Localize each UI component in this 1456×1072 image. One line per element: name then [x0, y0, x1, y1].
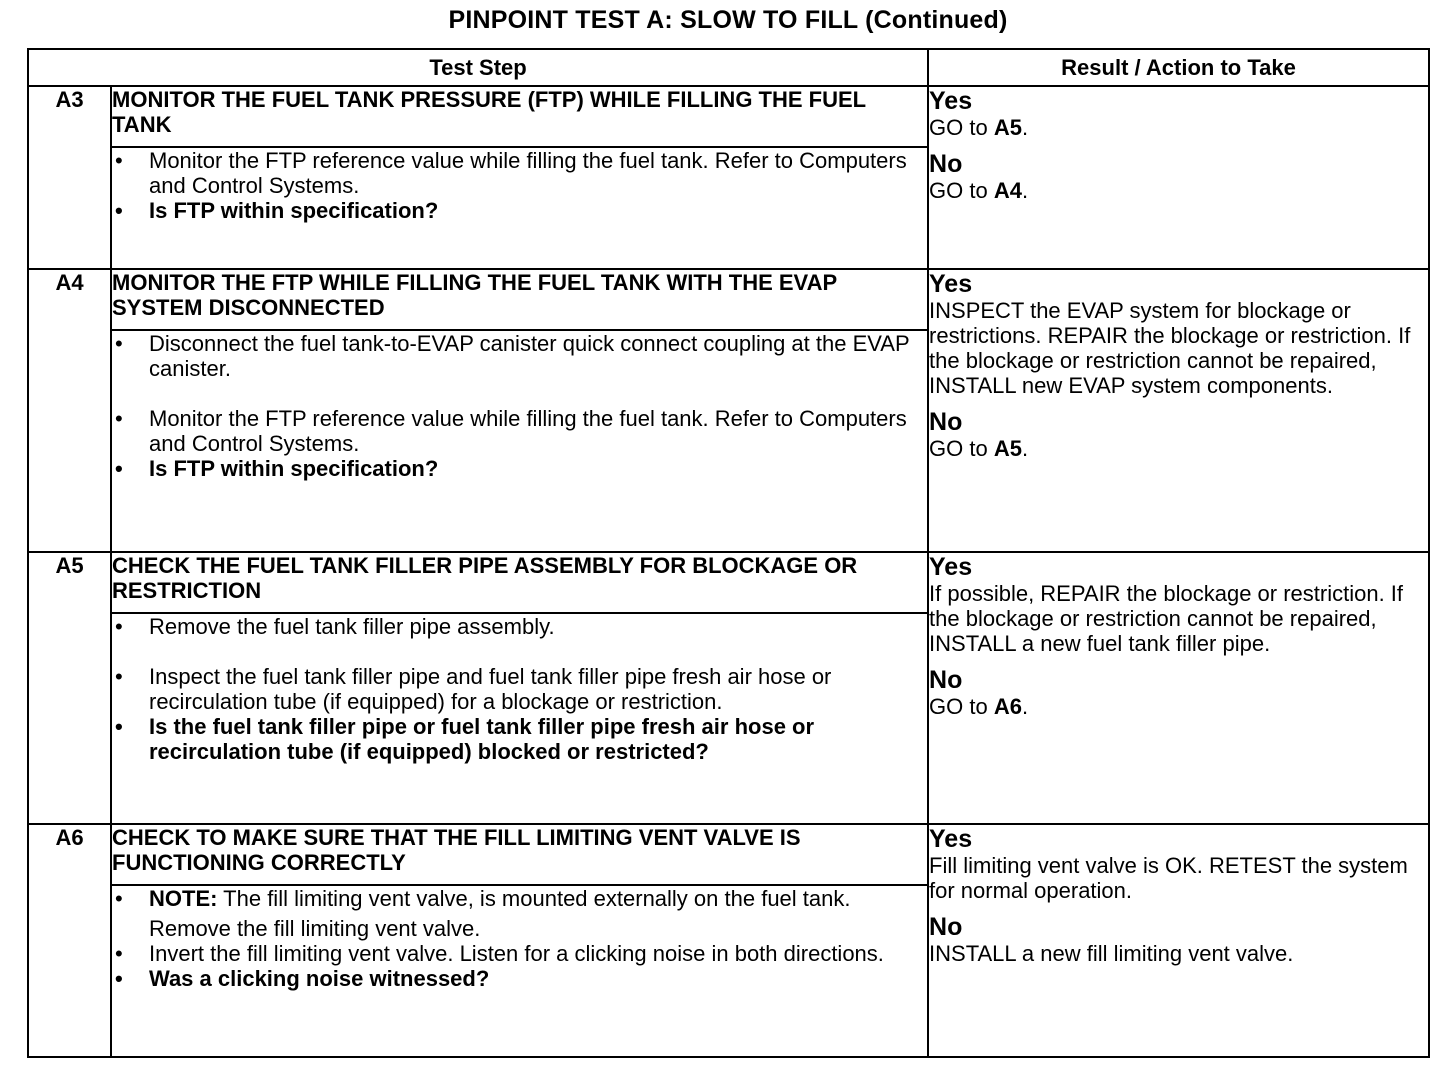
yes-label-a5: Yes: [929, 553, 973, 581]
pinpoint-test-table: [27, 48, 1430, 1058]
step-body-a6: [111, 885, 928, 1057]
step-question-a6: • Was a clicking noise witnessed?: [112, 966, 927, 991]
no-action-a6: INSTALL a new fill limiting vent valve.: [929, 941, 1294, 966]
no-label-a4: No: [929, 408, 963, 436]
header-test-step: Test Step: [28, 49, 928, 86]
note-follow-text: Remove the fill limiting vent valve.: [149, 916, 481, 941]
yes-action-a4: INSPECT the EVAP system for blockage or restrictions. REPAIR the blockage or restriction. If the blockage or restriction cannot be repaired, INSTALL new EVAP system components.: [929, 298, 1411, 398]
no-goto-text: GO to: [929, 178, 988, 203]
no-goto-text: GO to: [929, 694, 988, 719]
no-goto-ref: A5: [993, 436, 1022, 461]
no-goto-text: GO to: [929, 436, 988, 461]
step-item: • Invert the fill limiting vent valve. Listen for a clicking noise in both directions.: [112, 941, 927, 966]
no-action-a3: [929, 178, 1428, 203]
step-title-a6: CHECK TO MAKE SURE THAT THE FILL LIMITING VENT VALVE IS FUNCTIONING CORRECTLY: [111, 824, 928, 885]
step-item: • Monitor the FTP reference value while filling the fuel tank. Refer to Computers and Control Systems.: [112, 148, 927, 198]
header-result-action: Result / Action to Take: [928, 49, 1429, 86]
step-id-a4: A4: [28, 269, 111, 552]
no-action-a4: [929, 436, 1428, 461]
yes-label-a4: Yes: [929, 270, 973, 298]
yes-action-a6: Fill limiting vent valve is OK. RETEST the system for normal operation.: [929, 853, 1408, 903]
no-goto-end: .: [1021, 178, 1029, 203]
step-title-a4: MONITOR THE FTP WHILE FILLING THE FUEL TANK WITH THE EVAP SYSTEM DISCONNECTED: [111, 269, 928, 330]
no-label-a6: No: [929, 913, 963, 941]
step-id-a6: A6: [28, 824, 111, 1057]
yes-action-a3: [929, 115, 1428, 140]
page-title: PINPOINT TEST A: SLOW TO FILL (Continued): [448, 6, 1008, 34]
step-body-a4: [111, 330, 928, 552]
yes-label-a6: Yes: [929, 825, 973, 853]
no-action-a5: [929, 694, 1428, 719]
yes-label-a3: Yes: [929, 87, 973, 115]
step-body-a3: [111, 147, 928, 269]
no-goto-ref: A6: [993, 694, 1022, 719]
note-text: The fill limiting vent valve, is mounted externally on the fuel tank.: [217, 886, 851, 911]
no-goto-end: .: [1021, 436, 1029, 461]
step-body-a5: [111, 613, 928, 824]
step-question-a3: • Is FTP within specification?: [112, 198, 927, 223]
result-a6: [928, 824, 1429, 1057]
result-a3: [928, 86, 1429, 269]
no-label-a5: No: [929, 666, 963, 694]
step-a5-title-row: [28, 552, 1429, 613]
step-question-a5: • Is the fuel tank filler pipe or fuel tank filler pipe fresh air hose or recirculation tube (if equipped) blocked or restricted?: [112, 714, 927, 764]
step-id-a3: A3: [28, 86, 111, 269]
yes-goto-text: GO to: [929, 115, 988, 140]
no-goto-ref: A4: [993, 178, 1022, 203]
step-item: • Remove the fuel tank filler pipe assembly.: [112, 614, 927, 639]
step-item: • Inspect the fuel tank filler pipe and fuel tank filler pipe fresh air hose or recirculation tube (if equipped) for a blockage or restriction.: [112, 664, 927, 714]
table-header-row: [28, 49, 1429, 86]
no-label-a3: No: [929, 150, 963, 178]
note-label: NOTE:: [149, 886, 218, 911]
step-a4-title-row: [28, 269, 1429, 330]
step-id-a5: A5: [28, 552, 111, 824]
step-a3-title-row: [28, 86, 1429, 147]
step-note-a6: [112, 886, 927, 911]
step-question-a4: • Is FTP within specification?: [112, 456, 927, 481]
step-item: • Monitor the FTP reference value while filling the fuel tank. Refer to Computers and Control Systems.: [112, 406, 927, 456]
yes-goto-ref: A5: [993, 115, 1022, 140]
step-title-a5: CHECK THE FUEL TANK FILLER PIPE ASSEMBLY FOR BLOCKAGE OR RESTRICTION: [111, 552, 928, 613]
step-item: • Disconnect the fuel tank-to-EVAP canister quick connect coupling at the EVAP canister.: [112, 331, 927, 381]
step-a6-title-row: [28, 824, 1429, 885]
result-a4: [928, 269, 1429, 552]
step-title-a3: MONITOR THE FUEL TANK PRESSURE (FTP) WHILE FILLING THE FUEL TANK: [111, 86, 928, 147]
result-a5: [928, 552, 1429, 824]
no-goto-end: .: [1021, 694, 1029, 719]
yes-goto-end: .: [1021, 115, 1029, 140]
yes-action-a5: If possible, REPAIR the blockage or restriction. If the blockage or restriction cannot be repaired, INSTALL a new fuel tank filler pipe.: [929, 581, 1404, 656]
